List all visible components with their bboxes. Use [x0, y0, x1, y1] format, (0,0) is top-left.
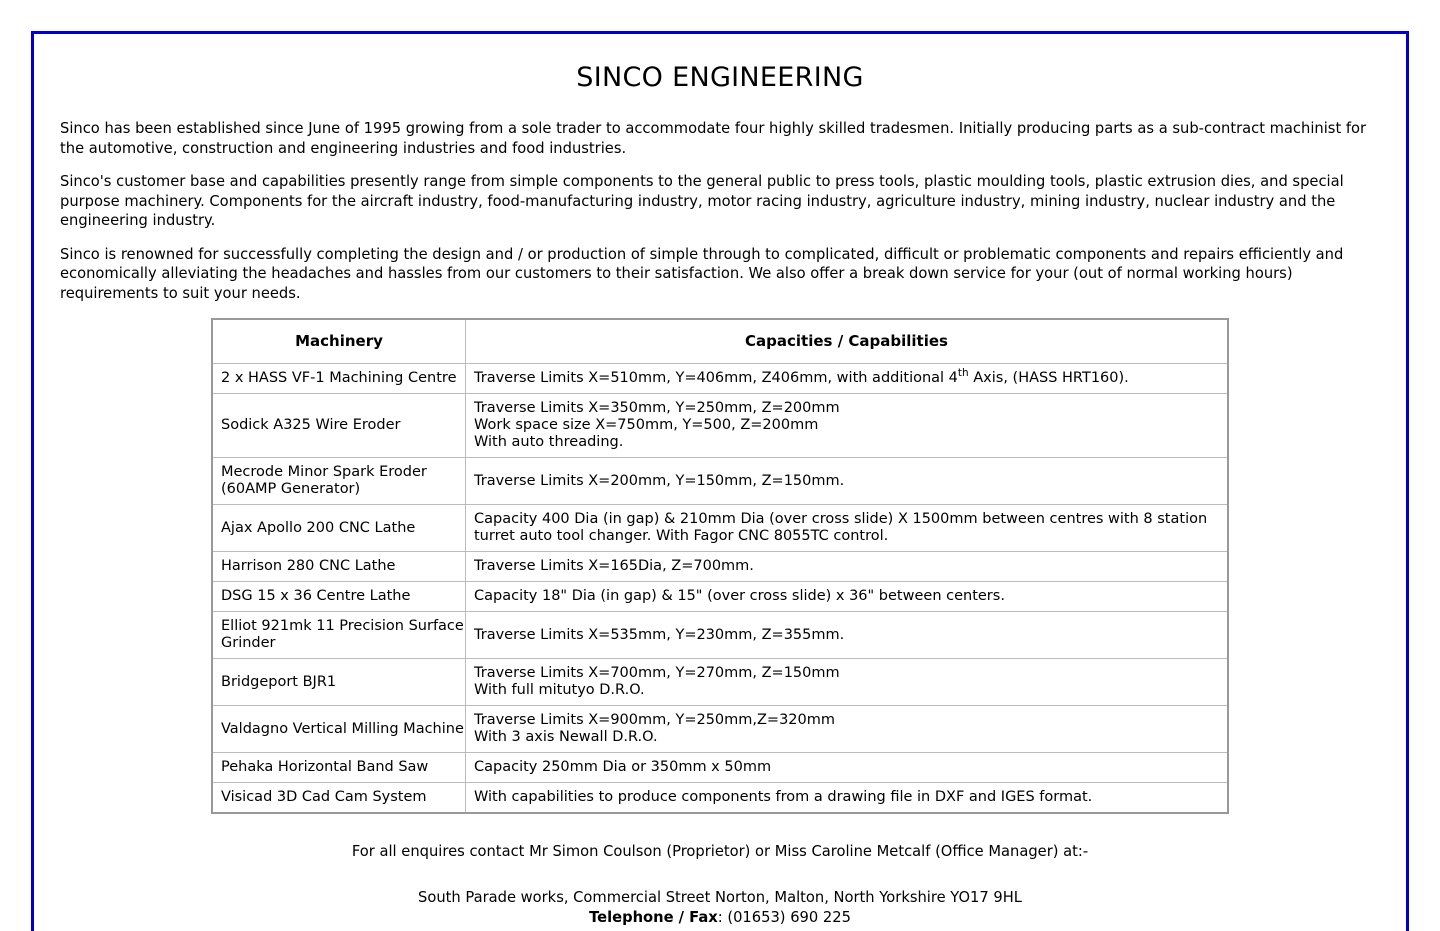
capability-line: Traverse Limits X=350mm, Y=250mm, Z=200mm — [474, 400, 840, 417]
machinery-table-head — [212, 319, 1228, 364]
machinery-name-cell: Mecrode Minor Spark Eroder (60AMP Generator) — [212, 458, 466, 505]
capability-line: Traverse Limits X=900mm, Y=250mm,Z=320mm — [474, 712, 836, 729]
table-row — [212, 458, 1228, 505]
page-border-frame — [31, 31, 1409, 931]
table-row — [212, 394, 1228, 458]
intro-paragraphs — [60, 119, 1380, 303]
capability-cell — [466, 582, 1229, 612]
table-row — [212, 783, 1228, 814]
capability-line: Traverse Limits X=535mm, Y=230mm, Z=355mm. — [474, 626, 845, 643]
footer-phone-line — [60, 908, 1380, 928]
capability-line: Traverse Limits X=510mm, Y=406mm, Z406mm, with additional 4th Axis, (HASS HRT160). — [474, 367, 1129, 387]
machinery-name-cell: Pehaka Horizontal Band Saw — [212, 753, 466, 783]
intro-paragraph-1: Sinco has been established since June of 1995 growing from a sole trader to accommodate four highly skilled tradesmen. Initially producing parts as a sub-contract machinist for the automotive, construction and engineering industries and food industries. — [60, 120, 1367, 157]
footer-phone-value: : (01653) 690 225 — [717, 909, 851, 927]
machinery-table-container — [60, 318, 1380, 814]
footer — [60, 842, 1380, 928]
footer-phone-label: Telephone / Fax — [589, 909, 718, 927]
capability-line: With auto threading. — [474, 434, 624, 451]
column-header-machinery: Machinery — [212, 319, 466, 364]
column-header-capacities: Capacities / Capabilities — [466, 319, 1229, 364]
capability-cell — [466, 753, 1229, 783]
table-row — [212, 552, 1228, 582]
table-row — [212, 706, 1228, 753]
capability-cell — [466, 706, 1229, 753]
capability-cell — [466, 364, 1229, 394]
table-row — [212, 505, 1228, 552]
capability-cell — [466, 612, 1229, 659]
table-row — [212, 364, 1228, 394]
capability-line: Capacity 18" Dia (in gap) & 15" (over cross slide) x 36" between centers. — [474, 588, 1005, 605]
intro-paragraph-3: Sinco is renowned for successfully completing the design and / or production of simple through to complicated, difficult or problematic components and repairs efficiently and economically alleviating the headaches and hassles from our customers to their satisfaction. We also offer a break down service for your (out of normal working hours) requirements to suit your needs. — [60, 245, 1344, 302]
machinery-name-cell: Elliot 921mk 11 Precision Surface Grinder — [212, 612, 466, 659]
machinery-name-cell: 2 x HASS VF-1 Machining Centre — [212, 364, 466, 394]
intro-paragraph-2: Sinco's customer base and capabilities presently range from simple components to the general public to press tools, plastic moulding tools, plastic extrusion dies, and special purpose machinery. Components for the aircraft industry, food-manufacturing industry, motor racing industry, agriculture industry, mining industry, nuclear industry and the engineering industry. — [60, 173, 1344, 230]
footer-contact-line: For all enquires contact Mr Simon Coulson (Proprietor) or Miss Caroline Metcalf (Office Manager) at:- — [351, 843, 1089, 861]
capability-line: Traverse Limits X=700mm, Y=270mm, Z=150mm — [474, 665, 840, 682]
capability-cell — [466, 783, 1229, 814]
table-header-row — [212, 319, 1228, 364]
ordinal-superscript: th — [957, 367, 969, 380]
table-row — [212, 582, 1228, 612]
capability-cell — [466, 505, 1229, 552]
capability-line: With capabilities to produce components from a drawing file in DXF and IGES format. — [474, 789, 1093, 806]
capability-cell — [466, 659, 1229, 706]
table-row — [212, 753, 1228, 783]
footer-address-line: South Parade works, Commercial Street Norton, Malton, North Yorkshire YO17 9HL — [418, 889, 1022, 907]
machinery-name-cell: Ajax Apollo 200 CNC Lathe — [212, 505, 466, 552]
machinery-table — [211, 318, 1229, 814]
capability-line: Traverse Limits X=200mm, Y=150mm, Z=150mm. — [474, 472, 845, 489]
page-content — [34, 62, 1406, 928]
machinery-name-cell: Bridgeport BJR1 — [212, 659, 466, 706]
table-row — [212, 659, 1228, 706]
capability-line: With full mitutyo D.R.O. — [474, 682, 645, 699]
capability-line: With 3 axis Newall D.R.O. — [474, 729, 658, 746]
table-row — [212, 612, 1228, 659]
machinery-name-cell: DSG 15 x 36 Centre Lathe — [212, 582, 466, 612]
page-title: SINCO ENGINEERING — [576, 62, 864, 93]
machinery-name-cell: Visicad 3D Cad Cam System — [212, 783, 466, 814]
capability-cell — [466, 552, 1229, 582]
capability-cell — [466, 458, 1229, 505]
machinery-table-body — [212, 364, 1228, 814]
machinery-name-cell: Valdagno Vertical Milling Machine — [212, 706, 466, 753]
machinery-name-cell: Sodick A325 Wire Eroder — [212, 394, 466, 458]
capability-line: Capacity 250mm Dia or 350mm x 50mm — [474, 759, 772, 776]
capability-cell — [466, 394, 1229, 458]
machinery-name-cell: Harrison 280 CNC Lathe — [212, 552, 466, 582]
capability-line: Traverse Limits X=165Dia, Z=700mm. — [474, 558, 754, 575]
capability-line: Work space size X=750mm, Y=500, Z=200mm — [474, 417, 819, 434]
capability-line: Capacity 400 Dia (in gap) & 210mm Dia (over cross slide) X 1500mm between centres with 8 station turret auto tool changer. With Fagor CNC 8055TC control. — [474, 511, 1208, 545]
